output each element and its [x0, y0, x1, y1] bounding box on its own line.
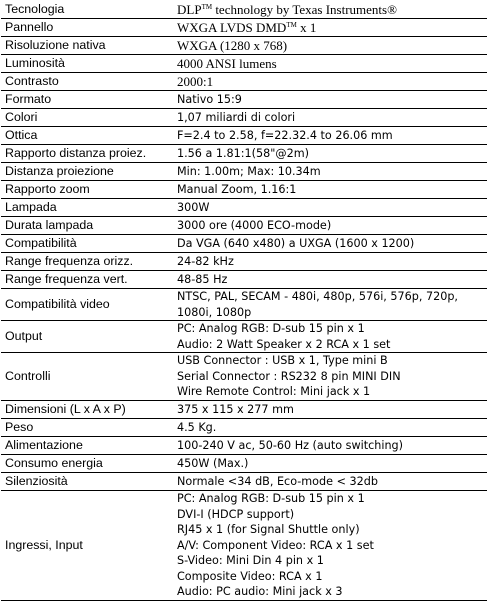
spec-value-line: WXGA (1280 x 768): [177, 37, 288, 53]
spec-row: [1, 163, 487, 181]
spec-value-line: Audio: 2 Watt Speaker x 2 RCA x 1 set: [177, 337, 391, 351]
spec-label: Rapporto zoom: [5, 181, 90, 196]
spec-value-line: S-Video: Mini Din 4 pin x 1: [177, 554, 324, 568]
spec-row: [1, 419, 487, 437]
spec-label: Rapporto distanza proiez.: [5, 145, 147, 160]
spec-label: Contrasto: [5, 73, 59, 88]
spec-label: Peso: [5, 419, 34, 434]
spec-value: [173, 491, 487, 601]
spec-label: Lampada: [5, 199, 57, 214]
spec-label: Dimensioni (L x A x P): [5, 401, 126, 416]
spec-value: [173, 145, 487, 163]
spec-value: [173, 109, 487, 127]
spec-label: Risoluzione nativa: [5, 37, 106, 52]
spec-label: Output: [5, 328, 43, 343]
trademark-superscript: TM: [286, 20, 297, 29]
spec-value-line: USB Connector : USB x 1, Type mini B: [177, 354, 388, 368]
spec-value-line: Manual Zoom, 1.16:1: [177, 182, 297, 196]
spec-row: [1, 55, 487, 73]
spec-value-line: Wire Remote Control: Mini jack x 1: [177, 385, 371, 399]
spec-value-line: 375 x 115 x 277 mm: [177, 402, 294, 416]
spec-value-line: 450W (Max.): [177, 456, 249, 470]
trademark-superscript: TM: [201, 2, 213, 11]
spec-row: [1, 19, 487, 37]
spec-row: [1, 1, 487, 19]
spec-value-line: Nativo 15:9: [177, 92, 242, 106]
spec-value: [173, 353, 487, 401]
spec-label: Colori: [5, 109, 38, 124]
spec-label: Luminosità: [5, 55, 65, 70]
spec-row: [1, 37, 487, 55]
spec-value-line: Audio: PC audio: Mini jack x 3: [177, 585, 343, 599]
spec-value: [173, 455, 487, 473]
spec-row: [1, 235, 487, 253]
spec-value: [173, 181, 487, 199]
spec-row: [1, 109, 487, 127]
spec-value-line: 100-240 V ac, 50-60 Hz (auto switching): [177, 438, 404, 452]
spec-row: [1, 473, 487, 491]
spec-value: [173, 163, 487, 181]
spec-value-line: Da VGA (640 x480) a UXGA (1600 x 1200): [177, 236, 415, 250]
spec-value-line: 2000:1: [177, 73, 214, 89]
spec-row: [1, 145, 487, 163]
spec-row: [1, 401, 487, 419]
spec-label: Ingressi, Input: [5, 537, 83, 552]
spec-value: [173, 289, 487, 321]
spec-value-line: 4000 ANSI lumens: [177, 55, 277, 71]
spec-value-line: 300W: [177, 200, 210, 214]
spec-value-line: NTSC, PAL, SECAM - 480i, 480p, 576i, 576p, 720p,: [177, 290, 458, 303]
spec-label: Tecnologia: [5, 1, 65, 16]
spec-value: [173, 127, 487, 145]
spec-label: Distanza proiezione: [5, 163, 114, 178]
spec-label: Compatibilità: [5, 235, 77, 250]
spec-row: [1, 91, 487, 109]
spec-label: Formato: [5, 91, 52, 106]
spec-value: [173, 473, 487, 491]
spec-row: [1, 217, 487, 235]
spec-value: [173, 235, 487, 253]
spec-row: [1, 491, 487, 601]
spec-row: [1, 437, 487, 455]
spec-value-text: WXGA LVDS DMD: [177, 19, 287, 35]
spec-value-text: DLP: [177, 1, 202, 17]
spec-value: [173, 19, 487, 37]
spec-label: Consumo energia: [5, 455, 103, 470]
spec-label: Ottica: [5, 127, 38, 142]
spec-label: Range frequenza orizz.: [5, 253, 134, 268]
spec-row: [1, 127, 487, 145]
spec-value: [173, 419, 487, 437]
spec-value-line: Normale <34 dB, Eco-mode < 32db: [177, 474, 378, 488]
spec-label: Range frequenza vert.: [5, 271, 128, 286]
spec-value-line: 24-82 kHz: [177, 254, 234, 268]
spec-value-line: Serial Connector : RS232 8 pin MINI DIN: [177, 369, 401, 383]
spec-label: Compatibilità video: [5, 296, 110, 311]
spec-row: [1, 199, 487, 217]
spec-value-line: 4.5 Kg.: [177, 420, 217, 434]
spec-value-line: 1.56 a 1.81:1(58"@2m): [177, 146, 309, 160]
spec-value-text: x 1: [296, 19, 317, 35]
spec-label: Silenziosità: [5, 473, 68, 488]
spec-value: [173, 437, 487, 455]
spec-label: Durata lampada: [5, 217, 94, 232]
spec-value: [173, 91, 487, 109]
spec-value: [173, 217, 487, 235]
spec-value: [173, 55, 487, 73]
spec-row: [1, 271, 487, 289]
specifications-body: [1, 1, 487, 601]
specifications-table: [1, 1, 487, 601]
spec-value-line: F=2.4 to 2.58, f=22.32.4 to 26.06 mm: [177, 128, 393, 142]
spec-value: [173, 37, 487, 55]
spec-row: [1, 455, 487, 473]
spec-row: [1, 353, 487, 401]
spec-value: [173, 199, 487, 217]
spec-value-line: RJ45 x 1 (for Signal Shuttle only): [177, 523, 360, 537]
spec-value-line: PC: Analog RGB: D-sub 15 pin x 1: [177, 322, 365, 335]
spec-label: Controlli: [5, 368, 51, 383]
spec-value-line: PC: Analog RGB: D-sub 15 pin x 1: [177, 492, 365, 506]
spec-label: Pannello: [5, 19, 54, 34]
spec-value-line: 1080i, 1080p: [177, 305, 252, 319]
spec-value: [173, 1, 487, 19]
spec-value: [173, 271, 487, 289]
spec-value-line: Composite Video: RCA x 1: [177, 569, 323, 583]
spec-value: [173, 321, 487, 353]
spec-value-line: A/V: Component Video: RCA x 1 set: [177, 538, 374, 552]
spec-row: [1, 289, 487, 321]
spec-value: [173, 401, 487, 419]
spec-value: [173, 73, 487, 91]
spec-value-text: technology by Texas Instruments®: [212, 1, 397, 17]
spec-value: [173, 253, 487, 271]
spec-value-line: DVI-I (HDCP support): [177, 507, 295, 521]
spec-row: [1, 181, 487, 199]
spec-value-line: 3000 ore (4000 ECO-mode): [177, 218, 332, 232]
spec-row: [1, 253, 487, 271]
spec-row: [1, 73, 487, 91]
spec-row: [1, 321, 487, 353]
spec-value-line: Min: 1.00m; Max: 10.34m: [177, 164, 321, 178]
spec-label: Alimentazione: [5, 437, 83, 452]
spec-value-line: 1,07 miliardi di colori: [177, 110, 296, 124]
spec-value-line: 48-85 Hz: [177, 272, 228, 286]
